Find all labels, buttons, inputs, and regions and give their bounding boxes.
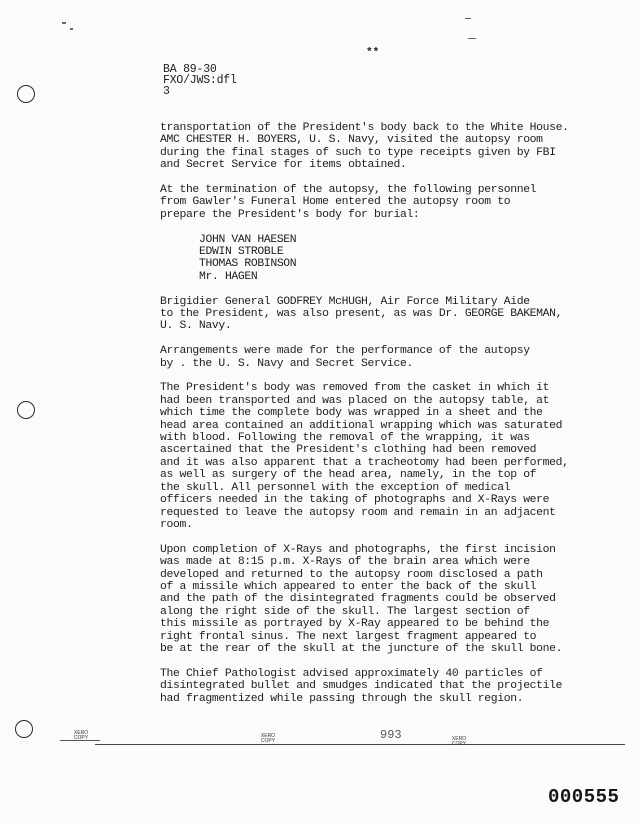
text-line: along the right side of the skull. The largest section of (160, 605, 530, 618)
scan-speck (465, 18, 471, 19)
text-line: and Secret Service for items obtained. (160, 159, 407, 172)
file-reference (163, 64, 237, 97)
text-line: officers needed in the taking of photographs and X-Rays were (160, 494, 550, 507)
paragraph-5 (160, 382, 605, 531)
bottom-rule (95, 744, 625, 745)
text-line: requested to leave the autopsy room and remain in an adjacent (160, 506, 556, 519)
text-line: ascertained that the President's clothing had been removed (160, 444, 537, 457)
paragraph-1 (160, 122, 605, 172)
text-line: to the President, was also present, as was Dr. GEORGE BAKEMAN, (160, 308, 563, 321)
paragraph-2 (160, 184, 605, 221)
text-line: be at the rear of the skull at the juncture of the skull bone. (160, 642, 563, 655)
text-line: as well as surgery of the head area, namely, in the top of (160, 469, 537, 482)
paragraph-3 (160, 296, 605, 333)
scan-speck (468, 38, 476, 39)
text-line: and it was also apparent that a tracheotomy had been performed, (160, 456, 569, 469)
paragraph-4 (160, 345, 605, 370)
paragraph-6 (160, 544, 605, 656)
text-line: The Chief Pathologist advised approximately 40 particles of (160, 667, 543, 680)
punch-hole (17, 401, 35, 419)
page-number: 3 (163, 85, 170, 98)
text-line: of a missile which appeared to enter the back of the skull (160, 580, 537, 593)
text-line: had fragmentized while passing through the skull region. (160, 692, 524, 705)
document-number: 000555 (548, 786, 620, 808)
initials: FXO/JWS:dfl (163, 74, 237, 87)
text-line: with blood. Following the removal of the wrapping, it was (160, 432, 530, 445)
text-line: right frontal sinus. The next largest fragment appeared to (160, 630, 537, 643)
text-line: this missile as portrayed by X-Ray appeared to be behind the (160, 618, 550, 631)
text-line: Upon completion of X-Rays and photographs, the first incision (160, 543, 556, 556)
file-number: BA 89-30 (163, 63, 217, 76)
xerox-stamp: XERO COPY (451, 736, 467, 747)
text-line: which time the complete body was wrapped in a sheet and the (160, 407, 543, 420)
text-line: disintegrated bullet and smudges indicated that the projectile (160, 680, 563, 693)
text-line: Arrangements were made for the performance of the autopsy (160, 345, 530, 358)
text-line: U. S. Navy. (160, 320, 232, 333)
text-line: from Gawler's Funeral Home entered the autopsy room to (160, 196, 511, 209)
text-line: during the final stages of such to type receipts given by FBI (160, 146, 556, 159)
text-line: and the path of the disintegrated fragments could be observed (160, 593, 556, 606)
personnel-name: Mr. HAGEN (199, 270, 258, 283)
personnel-name: THOMAS ROBINSON (199, 258, 297, 271)
document-body (160, 122, 605, 717)
text-line: developed and returned to the autopsy room disclosed a path (160, 568, 543, 581)
page-mark: 993 (380, 728, 402, 742)
text-line: head area contained an additional wrapping which was saturated (160, 419, 563, 432)
personnel-name: EDWIN STROBLE (199, 246, 284, 259)
paragraph-7 (160, 668, 605, 705)
text-line: had been transported and was placed on the autopsy table, at (160, 394, 550, 407)
xerox-stamp: XERO COPY (73, 730, 89, 741)
xerox-stamp: XERO COPY (260, 733, 276, 744)
text-line: the skull. All personnel with the exception of medical (160, 481, 511, 494)
text-line: was made at 8:15 p.m. X-Rays of the brain area which were (160, 556, 530, 569)
punch-hole (15, 720, 33, 738)
text-line: At the termination of the autopsy, the following personnel (160, 184, 537, 197)
personnel-list (199, 234, 605, 284)
text-line: room. (160, 518, 193, 531)
personnel-name: JOHN VAN HAESEN (199, 233, 297, 246)
header-stars: ** (366, 47, 380, 59)
text-line: prepare the President's body for burial: (160, 208, 420, 221)
punch-hole (17, 85, 35, 103)
scan-speck (70, 28, 73, 30)
text-line: transportation of the President's body back to the White House. (160, 122, 569, 134)
text-line: AMC CHESTER H. BOYERS, U. S. Navy, visited the autopsy room (160, 134, 543, 147)
text-line: Brigidier General GODFREY McHUGH, Air Force Military Aide (160, 295, 530, 308)
text-line: The President's body was removed from the casket in which it (160, 382, 550, 395)
scan-speck (62, 22, 66, 24)
text-line: by . the U. S. Navy and Secret Service. (160, 357, 413, 370)
